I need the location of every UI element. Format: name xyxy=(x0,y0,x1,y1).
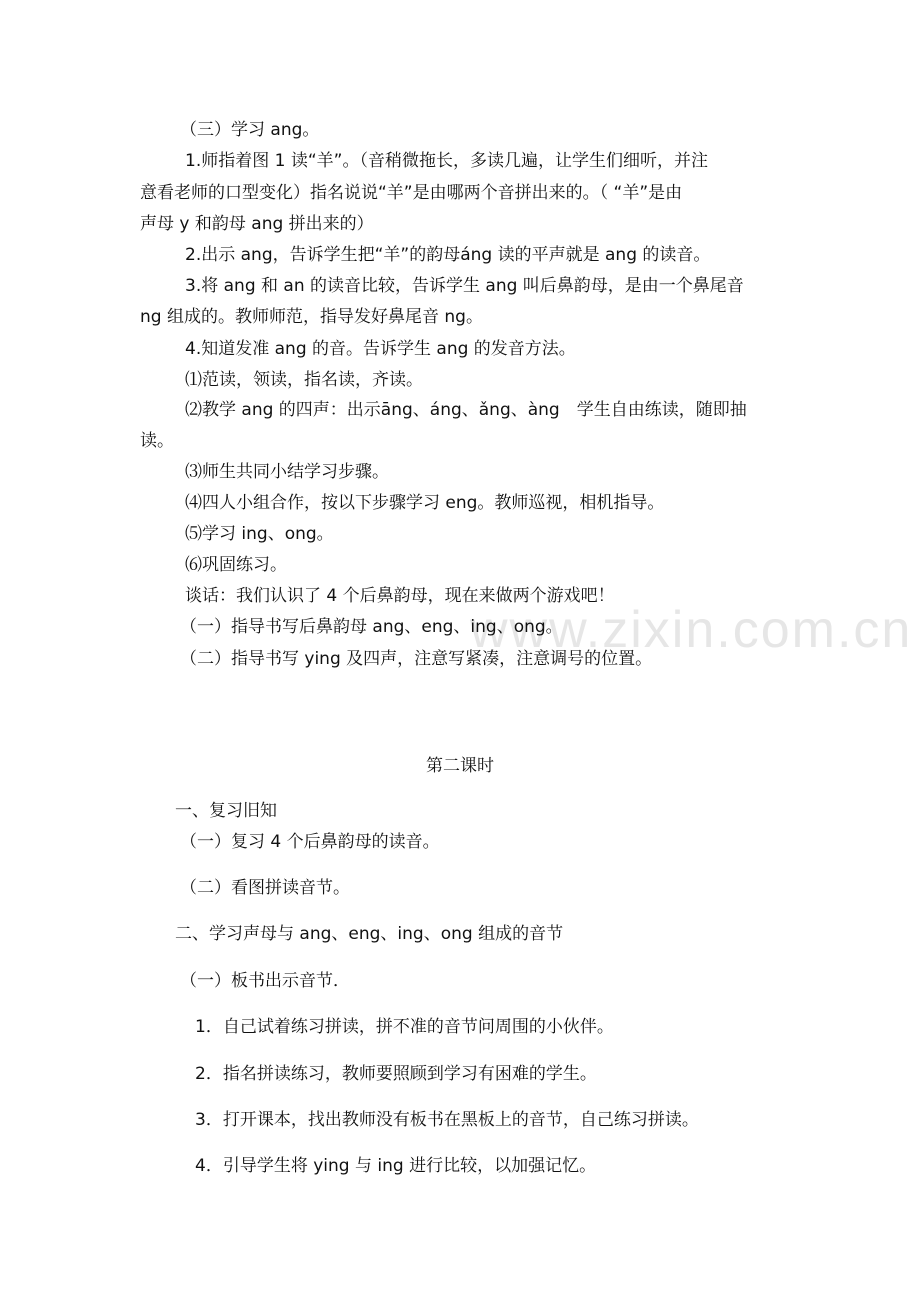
paragraph-line: 谈话：我们认识了 4 个后鼻韵母，现在来做两个游戏吧！ xyxy=(185,586,615,606)
paragraph-line: （一）复习 4 个后鼻韵母的读音。 xyxy=(180,832,440,852)
list-item: ⑴范读，领读，指名读，齐读。 xyxy=(185,370,423,390)
watermark: www.zixin.com.cn xyxy=(470,601,913,659)
paragraph-line: 3.将 ang 和 an 的读音比较，告诉学生 ang 叫后鼻韵母，是由一个鼻尾音 xyxy=(185,276,744,296)
list-item: ⑶师生共同小结学习步骤。 xyxy=(185,462,389,482)
paragraph-line: 1.师指着图 1 读“羊”。（音稍微拖长，多读几遍，让学生们细听，并注 xyxy=(185,151,708,171)
list-item: 4．引导学生将 ying 与 ing 进行比较，以加强记忆。 xyxy=(195,1156,597,1176)
paragraph-line: （二）指导书写 ying 及四声，注意写紧凑，注意调号的位置。 xyxy=(180,649,653,669)
list-item: ⑸学习 ing、ong。 xyxy=(185,524,334,544)
list-item: ⑹巩固练习。 xyxy=(185,555,287,575)
heading-learn-ang: （三）学习 ang。 xyxy=(180,120,320,140)
section-heading: 一、复习旧知 xyxy=(175,801,277,821)
paragraph-line: 声母 y 和韵母 ang 拼出来的） xyxy=(140,214,374,234)
paragraph-line: （一）板书出示音节． xyxy=(180,971,350,991)
paragraph-line: ng 组成的。教师师范，指导发好鼻尾音 ng。 xyxy=(140,307,483,327)
paragraph-line: （二）看图拼读音节。 xyxy=(180,878,350,898)
lesson-title: 第二课时 xyxy=(426,756,494,776)
list-item: 2．指名拼读练习，教师要照顾到学习有困难的学生。 xyxy=(195,1064,597,1084)
list-item: ⑷四人小组合作，按以下步骤学习 eng。教师巡视，相机指导。 xyxy=(185,493,665,513)
paragraph-line: 意看老师的口型变化）指名说说“羊”是由哪两个音拼出来的。（ “羊”是由 xyxy=(140,183,683,203)
paragraph-line: 4.知道发准 ang 的音。告诉学生 ang 的发音方法。 xyxy=(185,339,576,359)
list-item: ⑵教学 ang 的四声：出示āng、áng、ǎng、àng 学生自由练读，随即抽 xyxy=(185,400,747,420)
list-item: 3．打开课本，找出教师没有板书在黑板上的音节，自己练习拼读。 xyxy=(195,1110,699,1130)
paragraph-line: （一）指导书写后鼻韵母 ang、eng、ing、ong。 xyxy=(180,617,563,637)
paragraph-line: 2.出示 ang，告诉学生把“羊”的韵母áng 读的平声就是 ang 的读音。 xyxy=(185,245,711,265)
section-heading: 二、学习声母与 ang、eng、ing、ong 组成的音节 xyxy=(175,924,564,944)
paragraph-line: 读。 xyxy=(140,431,174,451)
list-item: 1．自己试着练习拼读，拼不准的音节问周围的小伙伴。 xyxy=(195,1017,614,1037)
